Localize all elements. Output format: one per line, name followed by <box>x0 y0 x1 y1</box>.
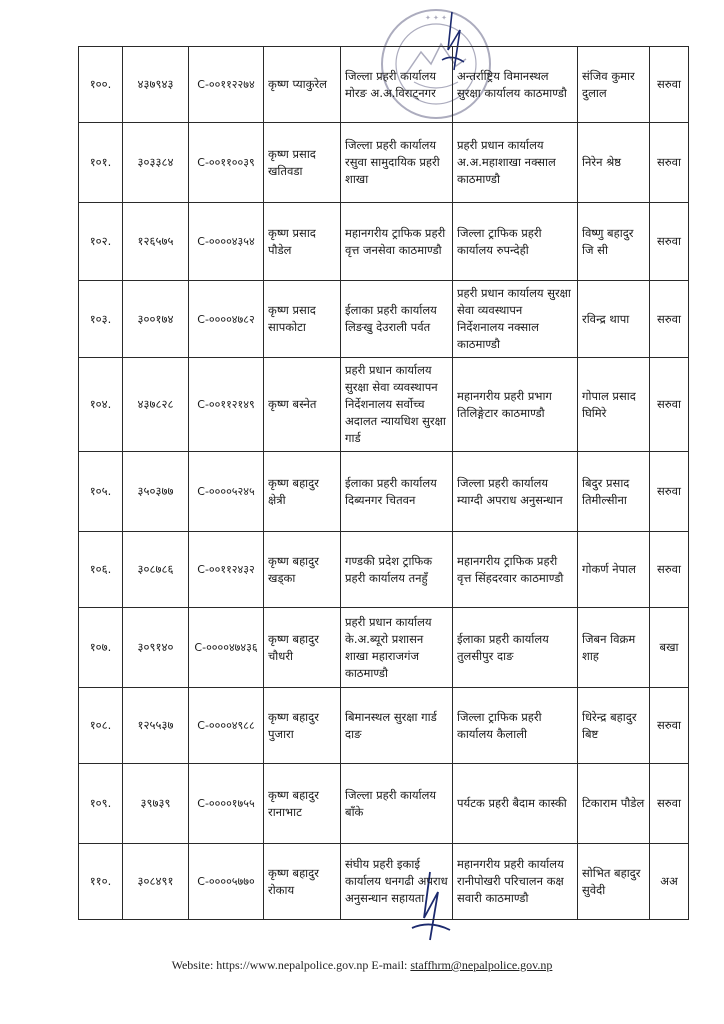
id-number-cell: ४३७९४३ <box>123 47 189 123</box>
status-cell: सरुवा <box>650 123 689 203</box>
from-office-cell: जिल्ला प्रहरी कार्यालय बाँके <box>341 764 453 844</box>
id-number-cell: ३०३३८४ <box>123 123 189 203</box>
table-row <box>79 281 689 358</box>
from-office-cell: बिमानस्थल सुरक्षा गार्ड दाङ <box>341 688 453 764</box>
serial-number-cell: १०८. <box>79 688 123 764</box>
to-office-cell: प्रहरी प्रधान कार्यालय अ.अ.महाशाखा नक्साल काठमाण्डौ <box>453 123 578 203</box>
serial-number-cell: १००. <box>79 47 123 123</box>
to-office-cell: जिल्ला प्रहरी कार्यालय म्याग्दी अपराध अनुसन्धान <box>453 452 578 532</box>
from-office-cell: ईलाका प्रहरी कार्यालय लिङखु देउराली पर्वत <box>341 281 453 358</box>
from-office-cell: जिल्ला प्रहरी कार्यालय रसुवा सामुदायिक प्रहरी शाखा <box>341 123 453 203</box>
approver-cell: गोपाल प्रसाद घिमिरे <box>578 358 650 452</box>
status-cell: सरुवा <box>650 532 689 608</box>
code-cell: C-००००५७७० <box>189 844 264 920</box>
name-cell: कृष्ण बहादुर क्षेत्री <box>264 452 341 532</box>
from-office-cell: संघीय प्रहरी इकाई कार्यालय धनगढी अपराध अनुसन्धान सहायता <box>341 844 453 920</box>
approver-cell: रविन्द्र थापा <box>578 281 650 358</box>
from-office-cell: जिल्ला प्रहरी कार्यालय मोरङ अ.अ.विराट्नगर <box>341 47 453 123</box>
name-cell: कृष्ण प्रसाद सापकोटा <box>264 281 341 358</box>
to-office-cell: जिल्ला ट्राफिक प्रहरी कार्यालय रुपन्देही <box>453 203 578 281</box>
serial-number-cell: १०१. <box>79 123 123 203</box>
to-office-cell: महानगरीय प्रहरी कार्यालय रानीपोखरी परिचालन कक्ष सवारी काठमाण्डौ <box>453 844 578 920</box>
to-office-cell: अन्तर्राष्ट्रिय विमानस्थल सुरक्षा कार्यालय काठमाण्डौ <box>453 47 578 123</box>
id-number-cell: ३०८७८६ <box>123 532 189 608</box>
status-cell: सरुवा <box>650 47 689 123</box>
approver-cell: टिकाराम पौडेल <box>578 764 650 844</box>
serial-number-cell: १०४. <box>79 358 123 452</box>
table-row <box>79 358 689 452</box>
id-number-cell: ३००१७४ <box>123 281 189 358</box>
status-cell: सरुवा <box>650 358 689 452</box>
status-cell: बखा <box>650 608 689 688</box>
approver-cell: धिरेन्द्र बहादुर बिष्ट <box>578 688 650 764</box>
serial-number-cell: १०५. <box>79 452 123 532</box>
status-cell: सरुवा <box>650 452 689 532</box>
serial-number-cell: १०९. <box>79 764 123 844</box>
footer-email-link[interactable]: staffhrm@nepalpolice.gov.np <box>410 958 553 972</box>
status-cell: सरुवा <box>650 203 689 281</box>
id-number-cell: १२५५३७ <box>123 688 189 764</box>
serial-number-cell: १०२. <box>79 203 123 281</box>
serial-number-cell: १०७. <box>79 608 123 688</box>
approver-cell: विष्णु बहादुर जि सी <box>578 203 650 281</box>
id-number-cell: ३०९१४० <box>123 608 189 688</box>
name-cell: कृष्ण बहादुर चौधरी <box>264 608 341 688</box>
code-cell: C-००११२२७४ <box>189 47 264 123</box>
approver-cell: जिबन विक्रम शाह <box>578 608 650 688</box>
table-body <box>79 47 689 920</box>
code-cell: C-००११२१४९ <box>189 358 264 452</box>
name-cell: कृष्ण बस्नेत <box>264 358 341 452</box>
approver-cell: गोकर्ण नेपाल <box>578 532 650 608</box>
to-office-cell: जिल्ला ट्राफिक प्रहरी कार्यालय कैलाली <box>453 688 578 764</box>
name-cell: कृष्ण प्रसाद खतिवडा <box>264 123 341 203</box>
table-row <box>79 203 689 281</box>
table-row <box>79 688 689 764</box>
name-cell: कृष्ण प्याकुरेल <box>264 47 341 123</box>
approver-cell: सोभित बहादुर सुवेदी <box>578 844 650 920</box>
code-cell: C-००००४९८८ <box>189 688 264 764</box>
table-row <box>79 452 689 532</box>
id-number-cell: ४३७८२८ <box>123 358 189 452</box>
to-office-cell: ईलाका प्रहरी कार्यालय तुलसीपुर दाङ <box>453 608 578 688</box>
to-office-cell: प्रहरी प्रधान कार्यालय सुरक्षा सेवा व्यवस्थापन निर्देशनालय नक्साल काठमाण्डौ <box>453 281 578 358</box>
id-number-cell: ३०८४९१ <box>123 844 189 920</box>
status-cell: सरुवा <box>650 688 689 764</box>
code-cell: C-००००४३५४ <box>189 203 264 281</box>
table-row <box>79 123 689 203</box>
to-office-cell: महानगरीय ट्राफिक प्रहरी वृत्त सिंहदरवार काठमाण्डौ <box>453 532 578 608</box>
code-cell: C-००००४७४३६ <box>189 608 264 688</box>
transfer-roster-table <box>78 46 689 920</box>
page-footer <box>0 958 724 973</box>
approver-cell: बिदुर प्रसाद तिमील्सीना <box>578 452 650 532</box>
code-cell: C-००११२४३२ <box>189 532 264 608</box>
name-cell: कृष्ण बहादुर खड्का <box>264 532 341 608</box>
table-row <box>79 47 689 123</box>
svg-text:✦ ✦ ✦: ✦ ✦ ✦ <box>424 14 448 22</box>
code-cell: C-००११००३९ <box>189 123 264 203</box>
name-cell: कृष्ण बहादुर रानाभाट <box>264 764 341 844</box>
to-office-cell: पर्यटक प्रहरी बैदाम कास्की <box>453 764 578 844</box>
id-number-cell: १२६५७५ <box>123 203 189 281</box>
to-office-cell: महानगरीय प्रहरी प्रभाग तिलिङ्गेटार काठमाण्डौ <box>453 358 578 452</box>
serial-number-cell: ११०. <box>79 844 123 920</box>
status-cell: सरुवा <box>650 764 689 844</box>
code-cell: C-००००१७५५ <box>189 764 264 844</box>
table-row <box>79 844 689 920</box>
from-office-cell: गण्डकी प्रदेश ट्राफिक प्रहरी कार्यालय तनहुँ <box>341 532 453 608</box>
code-cell: C-००००५२४५ <box>189 452 264 532</box>
from-office-cell: प्रहरी प्रधान कार्यालय सुरक्षा सेवा व्यवस्थापन निर्देशनालय सर्वोच्च अदालत न्यायधिश सुरक्षा गार्ड <box>341 358 453 452</box>
footer-website: Website: https://www.nepalpolice.gov.np E-mail: <box>171 958 411 972</box>
id-number-cell: ३५०३७७ <box>123 452 189 532</box>
serial-number-cell: १०३. <box>79 281 123 358</box>
status-cell: अअ <box>650 844 689 920</box>
code-cell: C-००००४७८२ <box>189 281 264 358</box>
status-cell: सरुवा <box>650 281 689 358</box>
table-row <box>79 532 689 608</box>
approver-cell: संजिव कुमार दुलाल <box>578 47 650 123</box>
from-office-cell: प्रहरी प्रधान कार्यालय के.अ.ब्यूरो प्रशासन शाखा महाराजगंज काठमाण्डौ <box>341 608 453 688</box>
table-row <box>79 764 689 844</box>
id-number-cell: ३९७३९ <box>123 764 189 844</box>
approver-cell: निरेन श्रेष्ठ <box>578 123 650 203</box>
table-row <box>79 608 689 688</box>
name-cell: कृष्ण प्रसाद पौडेल <box>264 203 341 281</box>
from-office-cell: महानगरीय ट्राफिक प्रहरी वृत्त जनसेवा काठमाण्डौ <box>341 203 453 281</box>
name-cell: कृष्ण बहादुर पुजारा <box>264 688 341 764</box>
name-cell: कृष्ण बहादुर रोकाय <box>264 844 341 920</box>
serial-number-cell: १०६. <box>79 532 123 608</box>
from-office-cell: ईलाका प्रहरी कार्यालय दिब्यनगर चितवन <box>341 452 453 532</box>
